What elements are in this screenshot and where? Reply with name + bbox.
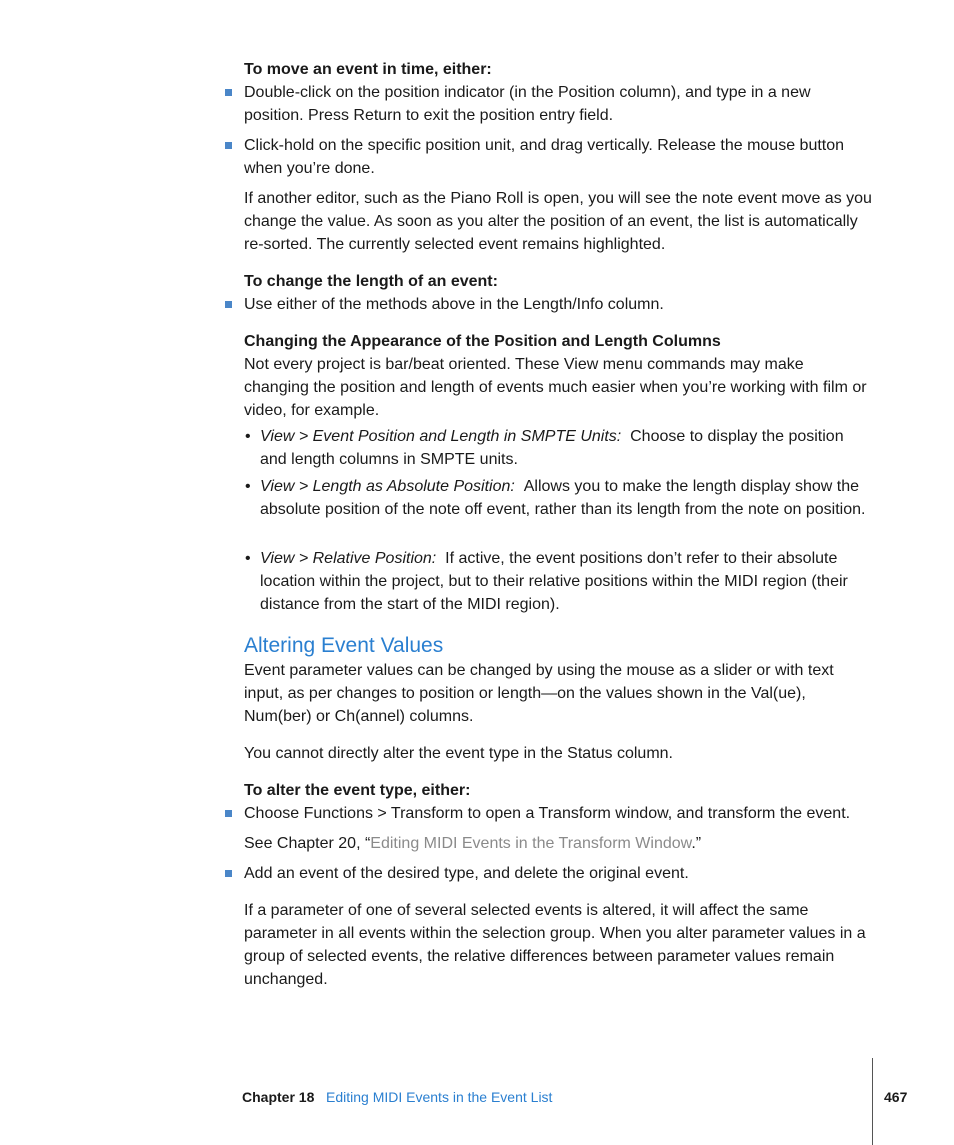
altering-paragraph-1: Event parameter values can be changed by using the mouse as a slider or with text input, as per changes to position or length—on the values shown in the Val(ue), Num(ber) or Ch(annel) columns.	[244, 662, 834, 725]
dot-bullet-icon: •	[245, 478, 251, 495]
view-item	[260, 475, 872, 521]
square-bullet-icon	[225, 301, 232, 308]
view-item-desc: If active, the event positions don’t refer to their absolute location within the project, but to their relative positions within the MIDI region (their distance from the start of the MIDI region).	[260, 550, 848, 613]
footer-chapter-title[interactable]: Editing MIDI Events in the Event List	[326, 1089, 553, 1105]
alter-heading: To alter the event type, either:	[244, 782, 471, 799]
page-number: 467	[884, 1089, 908, 1105]
transform-window-link[interactable]: Editing MIDI Events in the Transform Window	[370, 835, 692, 852]
move-bullet-1: Double-click on the position indicator (in the Position column), and type in a new position. Press Return to exit the position entry field.	[244, 84, 811, 124]
see-reference	[244, 832, 872, 855]
view-item-term: View > Event Position and Length in SMPTE Units:	[260, 428, 622, 445]
square-bullet-icon	[225, 142, 232, 149]
square-bullet-icon	[225, 870, 232, 877]
see-suffix: .”	[691, 835, 702, 852]
altering-paragraph-2: You cannot directly alter the event type in the Status column.	[244, 745, 673, 762]
view-item-term: View > Length as Absolute Position:	[260, 478, 515, 495]
length-bullet: Use either of the methods above in the Length/Info column.	[244, 296, 664, 313]
footer-divider	[872, 1058, 873, 1145]
view-item-desc: Choose to display the position and length columns in SMPTE units.	[260, 428, 844, 468]
move-paragraph: If another editor, such as the Piano Roll is open, you will see the note event move as you change the value. As soon as you alter the position of an event, the list is automatically re-sorted. The currently selected event remains highlighted.	[244, 190, 872, 253]
see-prefix: See Chapter 20, “	[244, 835, 371, 852]
alter-bullet-1: Choose Functions > Transform to open a Transform window, and transform the event.	[244, 805, 851, 822]
length-heading: To change the length of an event:	[244, 273, 498, 290]
final-paragraph: If a parameter of one of several selected events is altered, it will affect the same parameter in all events within the selection group. When you alter parameter values in a group of selected events, the relative differences between parameter values remain unchanged.	[244, 902, 866, 988]
appearance-paragraph: Not every project is bar/beat oriented. These View menu commands may make changing the position and length of events much easier when you’re working with film or video, for example.	[244, 356, 867, 419]
view-item	[260, 547, 872, 616]
square-bullet-icon	[225, 89, 232, 96]
alter-bullet-2: Add an event of the desired type, and delete the original event.	[244, 865, 689, 882]
view-item-term: View > Relative Position:	[260, 550, 437, 567]
view-item-desc: Allows you to make the length display show the absolute position of the note off event, rather than its length from the note on position.	[260, 478, 866, 518]
dot-bullet-icon: •	[245, 428, 251, 445]
footer-chapter: Chapter 18	[242, 1089, 315, 1105]
square-bullet-icon	[225, 810, 232, 817]
view-item	[260, 425, 872, 471]
dot-bullet-icon: •	[245, 550, 251, 567]
move-bullet-2: Click-hold on the specific position unit, and drag vertically. Release the mouse button when you’re done.	[244, 137, 845, 177]
move-heading: To move an event in time, either:	[244, 61, 492, 78]
section-title: Altering Event Values	[244, 634, 444, 657]
appearance-heading: Changing the Appearance of the Position and Length Columns	[244, 333, 721, 350]
